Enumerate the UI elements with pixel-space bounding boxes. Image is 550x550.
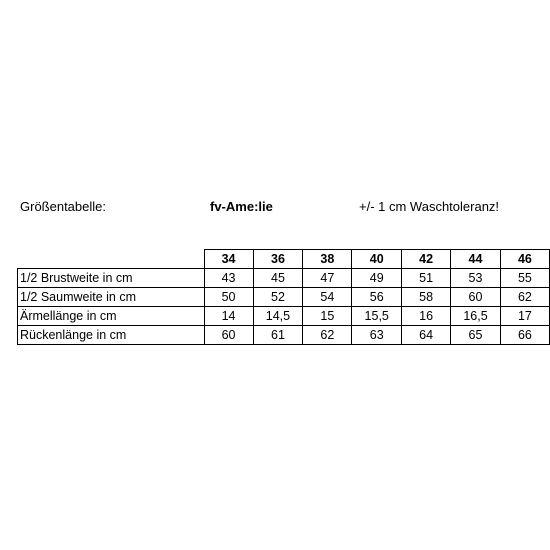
table-cell: 16 — [402, 307, 451, 326]
size-table — [17, 249, 550, 345]
size-header: 42 — [402, 250, 451, 269]
table-cell: 45 — [253, 269, 303, 288]
table-cell: 16,5 — [451, 307, 501, 326]
row-label: 1/2 Saumweite in cm — [18, 288, 205, 307]
table-cell: 65 — [451, 326, 501, 345]
table-cell: 62 — [303, 326, 352, 345]
table-cell: 50 — [204, 288, 253, 307]
size-header: 36 — [253, 250, 303, 269]
table-row — [18, 288, 550, 307]
size-header: 38 — [303, 250, 352, 269]
size-header: 46 — [500, 250, 549, 269]
table-cell: 55 — [500, 269, 549, 288]
table-cell: 14 — [204, 307, 253, 326]
row-label: 1/2 Brustweite in cm — [18, 269, 205, 288]
table-cell: 62 — [500, 288, 549, 307]
table-row — [18, 326, 550, 345]
page-title: Größentabelle: — [20, 199, 106, 214]
table-cell: 54 — [303, 288, 352, 307]
table-cell: 43 — [204, 269, 253, 288]
table-cell: 15 — [303, 307, 352, 326]
table-cell: 56 — [352, 288, 402, 307]
size-header: 44 — [451, 250, 501, 269]
wash-tolerance-note: +/- 1 cm Waschtoleranz! — [359, 199, 500, 214]
table-cell: 14,5 — [253, 307, 303, 326]
size-header-row — [18, 250, 550, 269]
table-row — [18, 307, 550, 326]
table-cell: 52 — [253, 288, 303, 307]
table-cell: 53 — [451, 269, 501, 288]
table-cell: 49 — [352, 269, 402, 288]
table-cell: 47 — [303, 269, 352, 288]
table-cell: 17 — [500, 307, 549, 326]
table-row — [18, 269, 550, 288]
table-cell: 60 — [204, 326, 253, 345]
size-header: 34 — [204, 250, 253, 269]
row-label: Ärmellänge in cm — [18, 307, 205, 326]
table-cell: 66 — [500, 326, 549, 345]
table-cell: 64 — [402, 326, 451, 345]
row-label: Rückenlänge in cm — [18, 326, 205, 345]
table-cell: 58 — [402, 288, 451, 307]
table-cell: 63 — [352, 326, 402, 345]
table-cell: 61 — [253, 326, 303, 345]
size-header: 40 — [352, 250, 402, 269]
table-cell: 60 — [451, 288, 501, 307]
product-name: fv-Ame:lie — [210, 199, 273, 214]
table-cell: 51 — [402, 269, 451, 288]
table-cell: 15,5 — [352, 307, 402, 326]
corner-cell — [18, 250, 205, 269]
